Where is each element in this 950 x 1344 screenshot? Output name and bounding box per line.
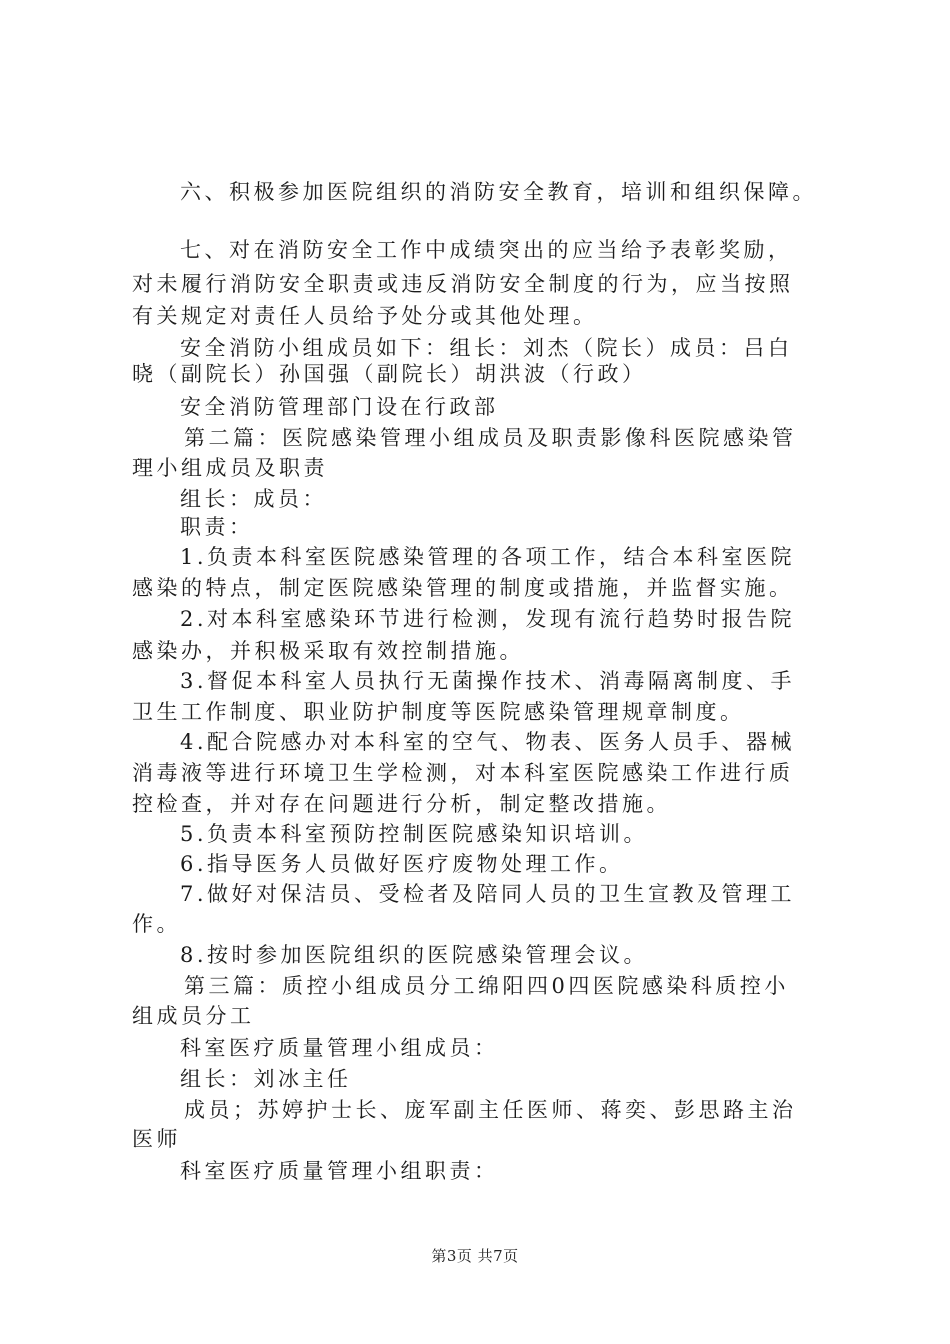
- paragraph-line: 有关规定对责任人员给予处分或其他处理。: [132, 304, 598, 328]
- list-item-line: 8.按时参加医院组织的医院感染管理会议。: [180, 943, 649, 967]
- list-item-line: 7.做好对保洁员、受检者及陪同人员的卫生宣教及管理工: [180, 882, 796, 906]
- section-heading-line: 第三篇：质控小组成员分工绵阳四0四医院感染科质控小: [184, 974, 789, 998]
- list-item-line: 1.负责本科室医院感染管理的各项工作，结合本科室医院: [180, 545, 796, 569]
- paragraph-line: 对未履行消防安全职责或违反消防安全制度的行为，应当按照: [132, 272, 794, 296]
- list-item-line: 感染的特点，制定医院感染管理的制度或措施，并监督实施。: [132, 576, 794, 600]
- list-item-line: 感染办，并积极采取有效控制措施。: [132, 639, 524, 663]
- list-item-line: 控检查，并对存在问题进行分析，制定整改措施。: [132, 792, 671, 816]
- section-heading-line: 第二篇：医院感染管理小组成员及职责影像科医院感染管: [184, 426, 797, 450]
- paragraph-line: 职责：: [180, 515, 254, 539]
- paragraph-line: 医师: [132, 1127, 181, 1151]
- list-item-line: 6.指导医务人员做好医疗废物处理工作。: [180, 852, 624, 876]
- list-item-line: 3.督促本科室人员执行无菌操作技术、消毒隔离制度、手: [180, 669, 796, 693]
- paragraph-line: 七、对在消防安全工作中成绩突出的应当给予表彰奖励，: [180, 238, 793, 262]
- page-number-footer: 第3页 共7页: [431, 1247, 519, 1265]
- paragraph-line: 组长：成员：: [180, 487, 327, 511]
- paragraph-line: 安全消防小组成员如下：组长：刘杰（院长）成员：吕白: [180, 336, 793, 360]
- paragraph-line: 组长：刘冰主任: [180, 1067, 352, 1091]
- paragraph-line: 成员；苏婷护士长、庞军副主任医师、蒋奕、彭思路主治: [184, 1098, 797, 1122]
- section-heading-line: 组成员分工: [132, 1004, 255, 1028]
- paragraph-line: 六、积极参加医院组织的消防安全教育，培训和组织保障。: [180, 180, 817, 204]
- list-item-line: 卫生工作制度、职业防护制度等医院感染管理规章制度。: [132, 700, 745, 724]
- list-item-line: 4.配合院感办对本科室的空气、物表、医务人员手、器械: [180, 730, 796, 754]
- list-item-line: 消毒液等进行环境卫生学检测，对本科室医院感染工作进行质: [132, 761, 794, 785]
- paragraph-line: 科室医疗质量管理小组职责：: [180, 1159, 499, 1183]
- list-item-line: 2.对本科室感染环节进行检测，发现有流行趋势时报告院: [180, 607, 796, 631]
- paragraph-line: 科室医疗质量管理小组成员：: [180, 1036, 499, 1060]
- list-item-line: 5.负责本科室预防控制医院感染知识培训。: [180, 822, 649, 846]
- paragraph-line: 安全消防管理部门设在行政部: [180, 395, 499, 419]
- section-heading-line: 理小组成员及职责: [132, 456, 328, 480]
- list-item-line: 作。: [132, 912, 181, 936]
- paragraph-line: 晓（副院长）孙国强（副院长）胡洪波（行政）: [132, 362, 647, 386]
